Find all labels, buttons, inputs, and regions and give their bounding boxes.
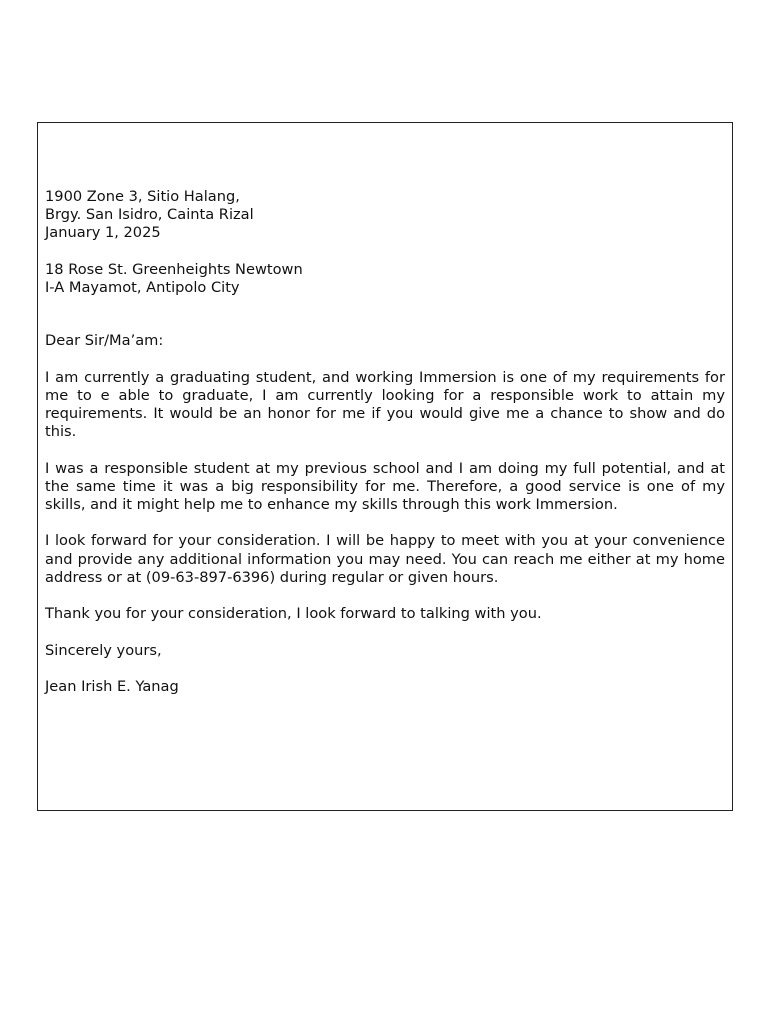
body-paragraph-2: I was a responsible student at my previous school and I am doing my full potential, and at the same time it was a big responsibility for me. Therefore, a good service is one of my skills, and it might help me to enhance my skills through this work Immersion.: [45, 459, 725, 513]
closing: Sincerely yours,: [45, 641, 162, 659]
recipient-address-line-1: 18 Rose St. Greenheights Newtown: [45, 260, 303, 278]
sender-address-line-1: 1900 Zone 3, Sitio Halang,: [45, 188, 240, 205]
signature-name: Jean Irish E. Yanag: [45, 677, 179, 695]
letter-body: [45, 188, 725, 696]
salutation: Dear Sir/Ma’am:: [45, 332, 164, 350]
sender-address: [45, 188, 725, 224]
body-paragraph-4: Thank you for your consideration, I look forward to talking with you.: [45, 605, 542, 623]
body-paragraph-1: I am currently a graduating student, and working Immersion is one of my requirements for me to e able to graduate, I am currently looking for a responsible work to attain my requirements. It would be an honor for me if you would give me a chance to show and do this.: [45, 368, 725, 441]
letter-date: January 1, 2025: [45, 224, 161, 242]
recipient-address: [45, 261, 725, 297]
body-paragraph-3: I look forward for your consideration. I will be happy to meet with you at your convenience and provide any additional information you may need. You can reach me either at my home address or at (09-63-897-6396) during regular or given hours.: [45, 532, 725, 586]
recipient-address-line-2: I-A Mayamot, Antipolo City: [45, 279, 240, 296]
sender-address-line-2: Brgy. San Isidro, Cainta Rizal: [45, 206, 254, 224]
letter-frame: [37, 122, 733, 811]
